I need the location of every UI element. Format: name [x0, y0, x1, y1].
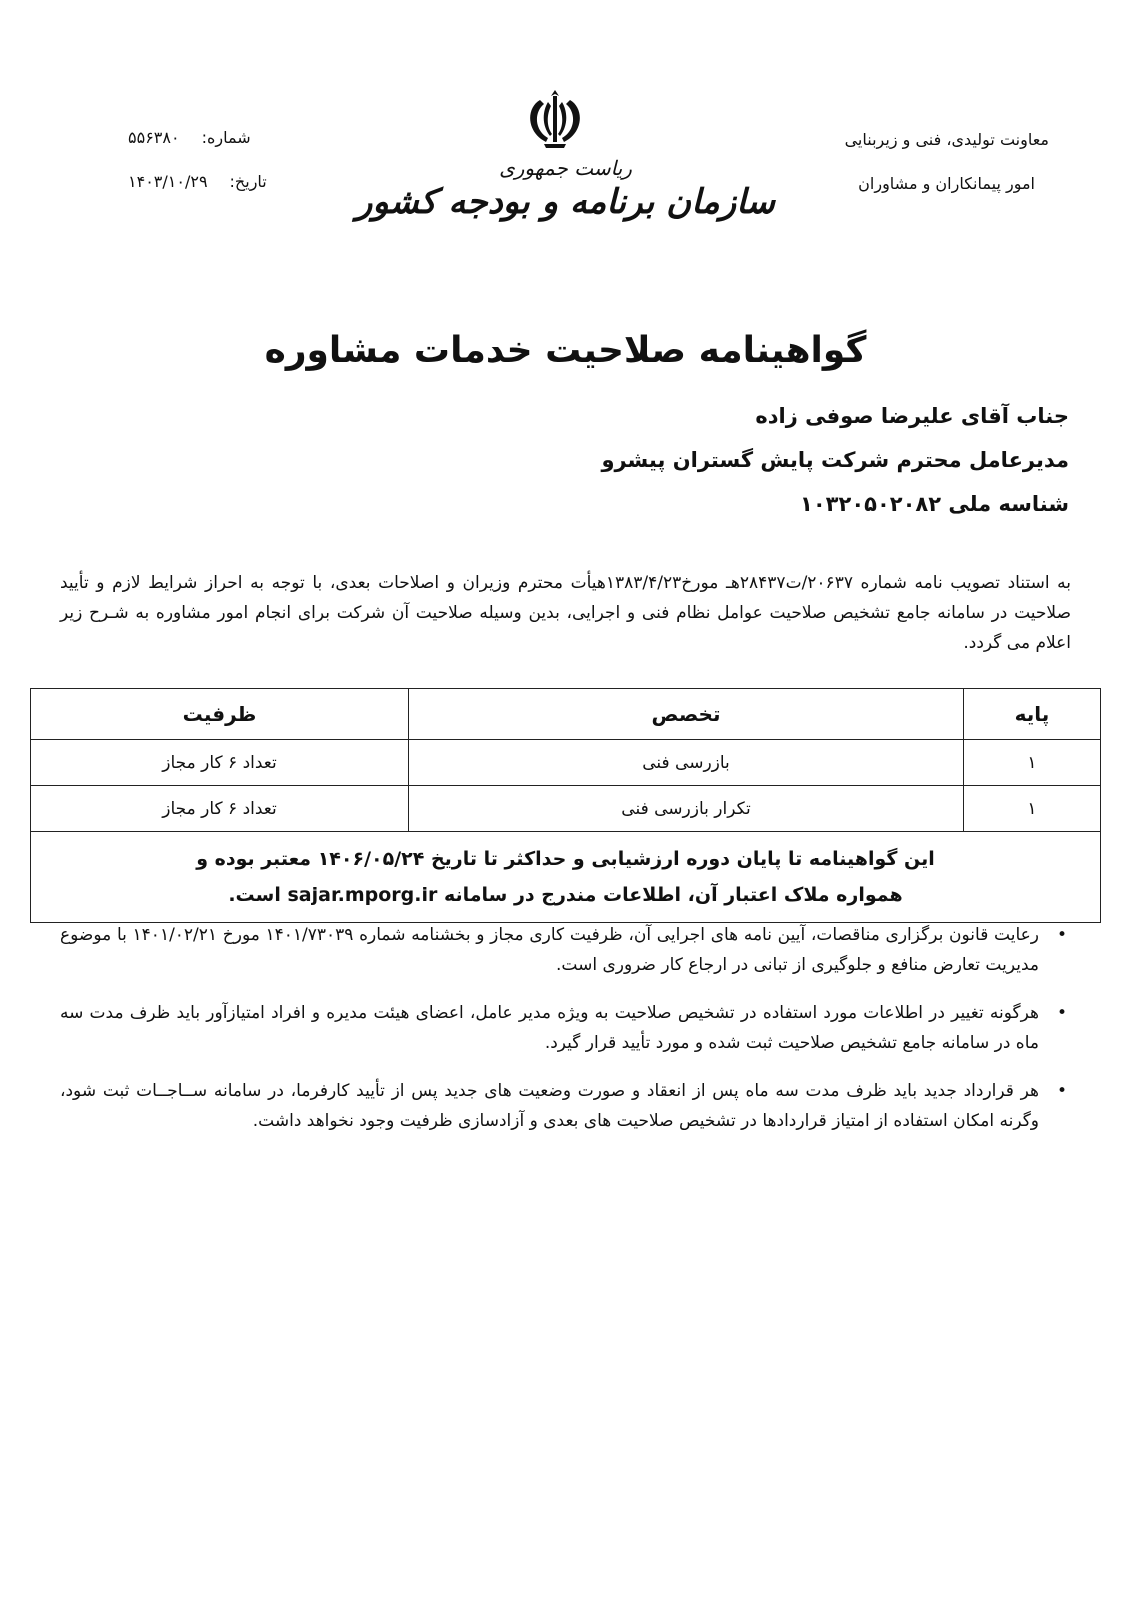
list-item — [60, 920, 1071, 980]
validity-note — [31, 832, 1101, 923]
bullet-dot-icon: • — [1056, 1003, 1067, 1023]
table-row — [31, 740, 1101, 786]
deputy-title: معاونت تولیدی، فنی و زیربنایی — [844, 130, 1049, 149]
validity-note-row — [31, 832, 1101, 923]
cell-specialty: بازرسی فنی — [409, 740, 964, 786]
validity-note-line1: این گواهینامه تا پایان دوره ارزشیابی و حداکثر تا تاریخ ۱۴۰۶/۰۵/۲۴ معتبر بوده و — [196, 848, 935, 870]
cell-specialty: تکرار بازرسی فنی — [409, 786, 964, 832]
rules-list — [60, 920, 1071, 1154]
cell-capacity: تعداد ۶ کار مجاز — [31, 786, 409, 832]
list-item — [60, 1076, 1071, 1136]
presidency-label: ریاست جمهوری — [499, 156, 632, 180]
iran-emblem-icon — [520, 86, 590, 150]
cell-grade: ۱ — [964, 740, 1101, 786]
addressee-position: مدیرعامل محترم شرکت پایش گستران پیشرو — [601, 448, 1069, 472]
header-grade: پایه — [964, 689, 1101, 740]
qualification-table — [30, 688, 1101, 923]
addressee-name: جناب آقای علیرضا صوفی زاده — [755, 404, 1069, 428]
validity-note-line2: همواره ملاک اعتبار آن، اطلاعات مندرج در سامانه sajar.mporg.ir است. — [228, 884, 903, 906]
header-specialty: تخصص — [409, 689, 964, 740]
date-label: تاریخ: — [229, 172, 267, 191]
table-header-row — [31, 689, 1101, 740]
rule-text: هر قرارداد جدید باید ظرف مدت سه ماه پس از انعقاد و صورت وضعیت های جدید پس از تأیید کارفرما، در سامانه ســاجــات ثبت شود، وگرنه امکان استفاده از امتیاز قراردادها در تشخیص صلاحیت های بعدی و آزادسازی ظرفیت وجود نخواهد داشت. — [60, 1081, 1039, 1131]
body-paragraph: به استناد تصویب نامه شماره ۲۰۶۳۷/ت۲۸۴۳۷هـ مورخ۱۳۸۳/۴/۲۳هیأت محترم وزیران و اصلاحات بعدی، با توجه به احراز شرایط لازم و تأیید صلاحیت در سامانه جامع تشخیص صلاحیت عوامل نظام فنی و اجرایی، بدین وسیله صلاحیت آن شرکت برای انجام امور مشاوره به شـرح زیر اعلام می گردد. — [60, 573, 1071, 653]
rule-text: رعایت قانون برگزاری مناقصات، آیین نامه های اجرایی آن، ظرفیت کاری مجاز و بخشنامه شماره ۱۴۰۱/۷۳۰۳۹ مورخ ۱۴۰۱/۰۲/۲۱ با موضوع مدیریت تعارض منافع و جلوگیری از تبانی در ارجاع کار ضروری است. — [60, 925, 1039, 975]
department-title: امور پیمانکاران و مشاوران — [858, 174, 1035, 193]
date-value: ۱۴۰۳/۱۰/۲۹ — [128, 172, 208, 191]
rule-text: هرگونه تغییر در اطلاعات مورد استفاده در تشخیص صلاحیت به ویژه مدیر عامل، اعضای هیئت مدیره و افراد امتیازآور باید ظرف مدت سه ماه در سامانه جامع تشخیص صلاحیت ثبت شده و مورد تأیید قرار گیرد. — [60, 1003, 1039, 1053]
list-item — [60, 998, 1071, 1058]
cell-capacity: تعداد ۶ کار مجاز — [31, 740, 409, 786]
number-label: شماره: — [201, 128, 251, 147]
national-id: شناسه ملی ۱۰۳۲۰۵۰۲۰۸۲ — [800, 492, 1069, 516]
page-title: گواهینامه صلاحیت خدمات مشاوره — [264, 330, 867, 371]
organization-name: سازمان برنامه و بودجه کشور — [356, 182, 775, 222]
number-value: ۵۵۶۳۸۰ — [128, 128, 180, 147]
letter-number — [128, 128, 251, 147]
bullet-dot-icon: • — [1056, 925, 1067, 945]
cell-grade: ۱ — [964, 786, 1101, 832]
bullet-dot-icon: • — [1056, 1081, 1067, 1101]
header-capacity: ظرفیت — [31, 689, 409, 740]
table-row — [31, 786, 1101, 832]
